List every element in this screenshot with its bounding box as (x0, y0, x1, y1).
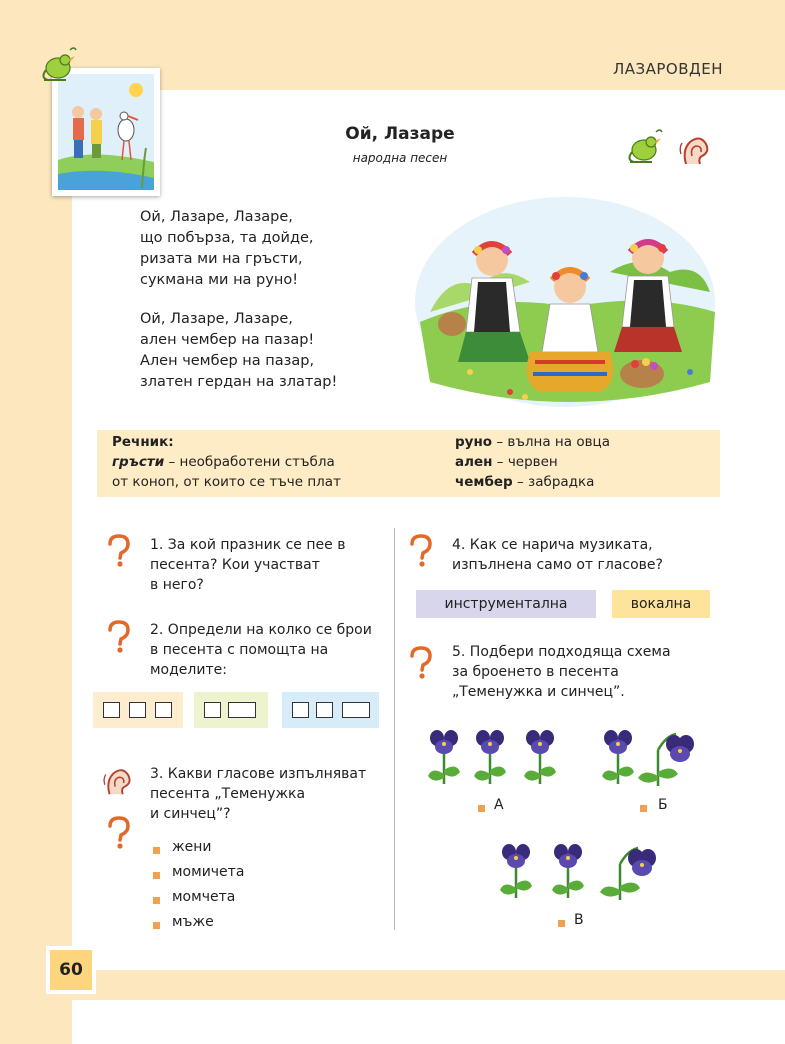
bottom-band (0, 970, 785, 1000)
question-line: за броенето в песента (452, 664, 619, 680)
bullet (558, 920, 565, 927)
lyric-line: ален чембер на пазар! (140, 332, 315, 348)
question-3 (150, 764, 366, 824)
lyric-line: Ой, Лазаре, Лазаре, (140, 311, 293, 327)
lyric-line: ризата ми на гръсти, (140, 251, 303, 267)
scheme-c-label: В (574, 912, 584, 928)
question-1 (150, 535, 345, 595)
bullet (153, 922, 160, 929)
question-line: 1. За кой празник се пее в (150, 537, 346, 553)
dictionary-column-right (455, 432, 610, 492)
dictionary-column-left (112, 432, 341, 492)
question-icon (408, 646, 434, 684)
lyric-line: Ой, Лазаре, Лазаре, (140, 209, 293, 225)
dictionary-term: гръсти (112, 454, 165, 470)
flower-icon (552, 844, 584, 898)
flower-icon (600, 848, 656, 900)
song-lyrics (140, 207, 337, 393)
scheme-a-flowers[interactable] (424, 726, 564, 794)
bullet (478, 805, 485, 812)
question-icon (408, 534, 434, 572)
question-icon (106, 816, 132, 854)
scheme-c-flowers[interactable] (496, 840, 666, 908)
question-line: песента? Кои участват (150, 557, 320, 573)
count-model-1[interactable] (93, 692, 183, 728)
option-men[interactable]: мъже (172, 914, 214, 930)
scheme-b-flowers[interactable] (598, 726, 718, 794)
lyric-line: сукмана ми на руно! (140, 272, 299, 288)
question-icon (106, 620, 132, 658)
question-line: 2. Определи на колко се брои (150, 622, 372, 638)
bullet (640, 805, 647, 812)
question-line: в него? (150, 577, 204, 593)
question-2 (150, 620, 372, 680)
bird-sing-icon (36, 44, 78, 90)
count-model-2[interactable] (194, 692, 268, 728)
question-5 (452, 642, 671, 702)
option-girls[interactable]: момичета (172, 864, 245, 880)
question-4 (452, 535, 663, 575)
option-boys[interactable]: момчета (172, 889, 236, 905)
section-title: ЛАЗАРОВДЕН (612, 60, 723, 78)
answer-vocal[interactable]: вокална (612, 590, 710, 618)
question-line: 4. Как се нарича музиката, (452, 537, 653, 553)
dictionary-box (97, 430, 720, 497)
question-line: моделите: (150, 662, 227, 678)
question-line: в песента с помощта на (150, 642, 329, 658)
answer-instrumental[interactable]: инструментална (416, 590, 596, 618)
question-icon (106, 534, 132, 572)
question-line: 3. Какви гласове изпълняват (150, 766, 367, 782)
lyric-line: що побърза, та дойде, (140, 230, 314, 246)
question-line: песента „Теменужка (150, 786, 306, 802)
page-number: 60 (50, 950, 92, 990)
question-line: изпълнена само от гласове? (452, 557, 663, 573)
dictionary-definition: – необработени стъбла (164, 454, 335, 470)
bullet (153, 847, 160, 854)
question-line: „Теменужка и синчец”. (452, 684, 625, 700)
dictionary-term: чембер (455, 474, 513, 490)
dictionary-definition: – вълна на овца (492, 434, 610, 450)
flower-icon (428, 730, 460, 784)
scheme-b-label: Б (658, 797, 668, 813)
flower-icon (602, 730, 634, 784)
flower-icon (500, 844, 532, 898)
question-line: и синчец”? (150, 806, 231, 822)
column-divider (394, 528, 395, 930)
song-subtitle: народна песен (352, 151, 448, 165)
question-line: 5. Подбери подходяща схема (452, 644, 671, 660)
dictionary-term: руно (455, 434, 493, 450)
dictionary-heading: Речник: (112, 434, 174, 450)
flower-icon (474, 730, 506, 784)
ear-icon (102, 766, 134, 802)
lyric-line: Ален чембер на пазар, (140, 353, 315, 369)
flower-icon (524, 730, 556, 784)
dictionary-term: ален (455, 454, 493, 470)
option-women[interactable]: жени (172, 839, 212, 855)
lyric-line: златен гердан на златар! (140, 374, 338, 390)
dictionary-definition-cont: от коноп, от които се тъче плат (112, 474, 341, 490)
count-model-3[interactable] (282, 692, 379, 728)
ear-icon (678, 134, 712, 172)
bird-sing-icon (622, 126, 664, 172)
bullet (153, 872, 160, 879)
flower-icon (638, 734, 694, 786)
dictionary-definition: – червен (492, 454, 558, 470)
scheme-a-label: А (494, 797, 504, 813)
girls-illustration (410, 192, 720, 414)
bullet (153, 897, 160, 904)
song-title: Ой, Лазаре (345, 124, 455, 144)
dictionary-definition: – забрадка (512, 474, 595, 490)
